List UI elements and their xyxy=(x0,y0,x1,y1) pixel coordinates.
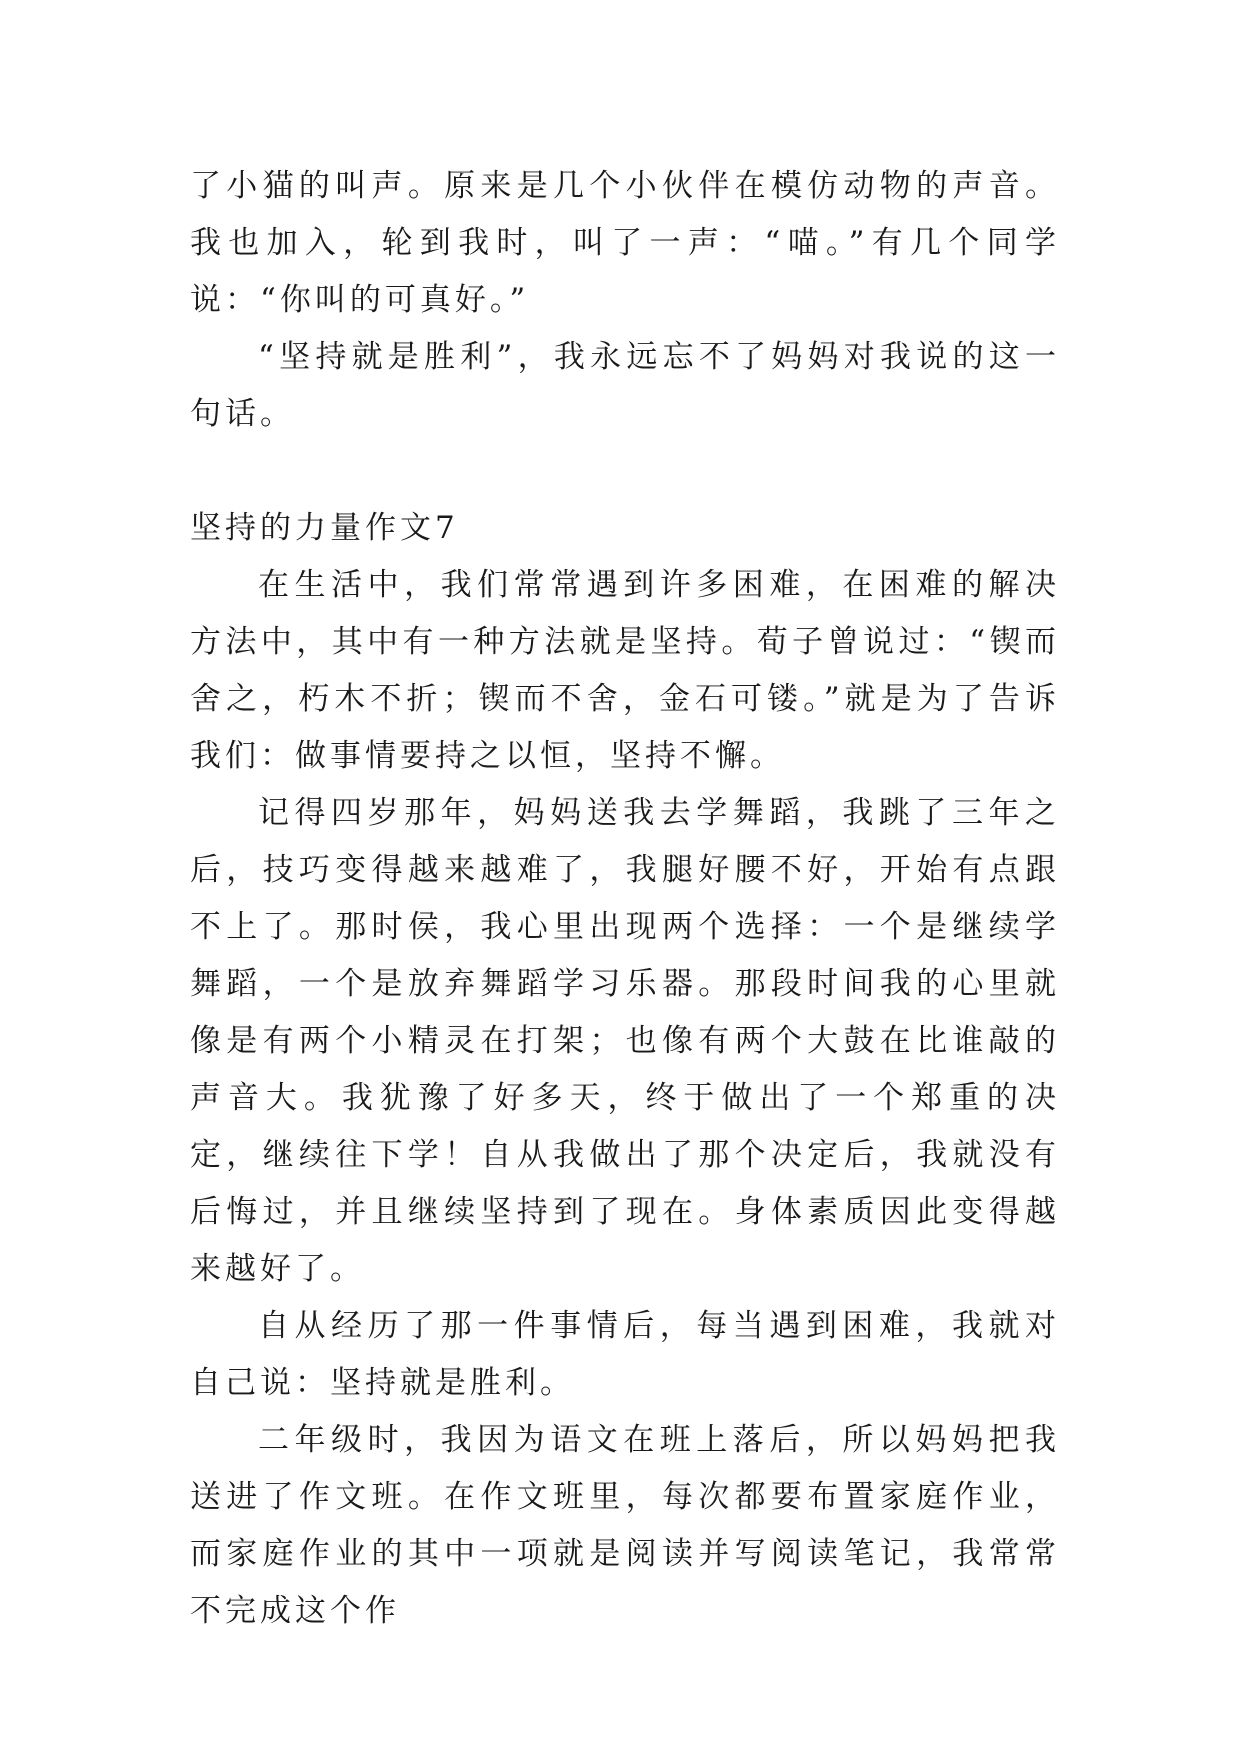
paragraph: 在生活中，我们常常遇到许多困难，在困难的解决方法中，其中有一种方法就是坚持。荀子曾说过：“锲而舍之，朽木不折；锲而不舍，金石可镂。”就是为了告诉我们：做事情要持之以恒，坚持不懈。 xyxy=(190,567,1060,774)
paragraph: 自从经历了那一件事情后，每当遇到困难，我就对自己说：坚持就是胜利。 xyxy=(190,1308,1060,1401)
paragraph: “坚持就是胜利”，我永远忘不了妈妈对我说的这一句话。 xyxy=(190,339,1060,432)
paragraph: 了小猫的叫声。原来是几个小伙伴在模仿动物的声音。我也加入，轮到我时，叫了一声：“喵。”有几个同学说：“你叫的可真好。” xyxy=(190,168,1060,318)
document-body xyxy=(190,158,1060,1640)
blank-line xyxy=(190,443,1060,500)
section-heading: 坚持的力量作文7 xyxy=(190,510,459,546)
paragraph: 二年级时，我因为语文在班上落后，所以妈妈把我送进了作文班。在作文班里，每次都要布置家庭作业，而家庭作业的其中一项就是阅读并写阅读笔记，我常常不完成这个作 xyxy=(190,1422,1060,1629)
paragraph: 记得四岁那年，妈妈送我去学舞蹈，我跳了三年之后，技巧变得越来越难了，我腿好腰不好，开始有点跟不上了。那时侯，我心里出现两个选择：一个是继续学舞蹈，一个是放弃舞蹈学习乐器。那段时间我的心里就像是有两个小精灵在打架；也像有两个大鼓在比谁敲的声音大。我犹豫了好多天，终于做出了一个郑重的决定，继续往下学！自从我做出了那个决定后，我就没有后悔过，并且继续坚持到了现在。身体素质因此变得越来越好了。 xyxy=(190,795,1060,1287)
